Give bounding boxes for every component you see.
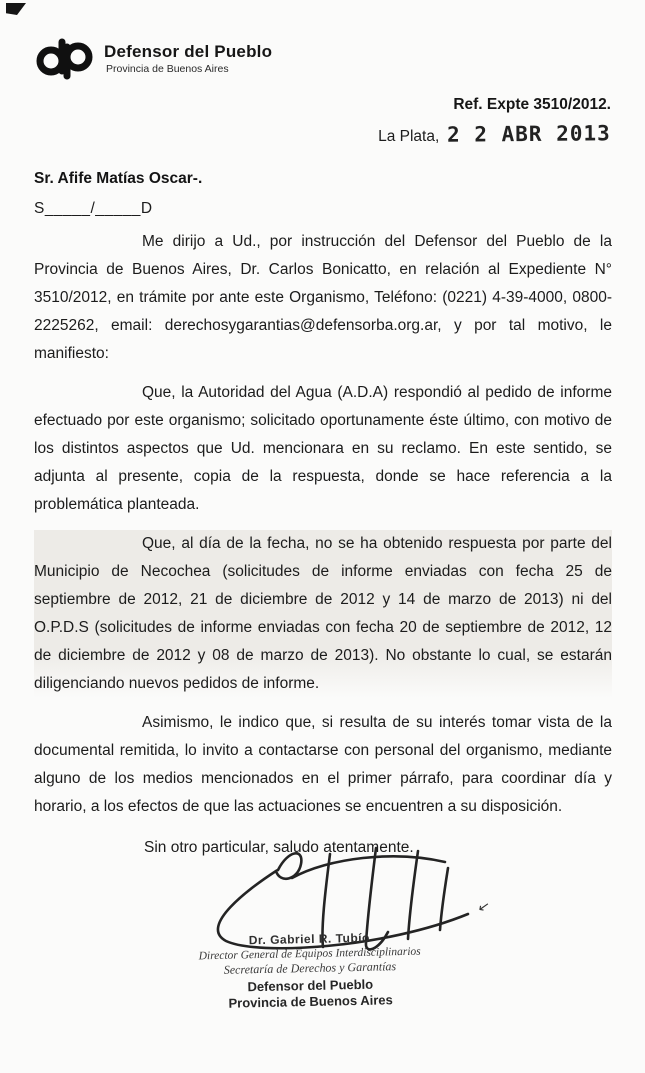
signer-title: Director General de Equipos Interdisciplinarios — [198, 945, 421, 963]
body-paragraph: Me dirijo a Ud., por instrucción del Defensor del Pueblo de la Provincia de Buenos Aires, Dr. Carlos Bonicatto, en relación al Expediente N° 3510/2012, en trámite por ante este Organismo, Teléfono: (0221) 4-39-4000, 0800-2225262, email: derechosygarantias@defensorba.org.ar, y por tal motivo, le manifiesto: — [34, 233, 612, 362]
letterhead — [34, 38, 272, 80]
reference-block — [378, 96, 611, 146]
signature-stamp — [154, 929, 466, 1012]
recipient-salutation: S_____/_____D — [34, 200, 153, 217]
scan-corner-artifact — [6, 3, 26, 15]
expediente-reference: Ref. Expte 3510/2012. — [453, 96, 611, 113]
recipient-block — [34, 170, 202, 218]
org-name: Defensor del Pueblo — [104, 42, 273, 61]
org-subtitle: Provincia de Buenos Aires — [106, 63, 229, 75]
signer-name: Dr. Gabriel R. Tubío — [248, 930, 371, 948]
date-line — [378, 122, 611, 146]
org-identity — [104, 38, 272, 75]
place-label: La Plata, — [378, 128, 440, 145]
body-paragraph: Que, al día de la fecha, no se ha obtenido respuesta por parte del Municipio de Necochea (solicitudes de informe enviadas con fecha 25 de septiembre de 2012, 21 de diciembre de 2012 y 14 de marzo de 2013) ni del O.P.D.S (solicitudes de informe enviadas con fecha 20 de septiembre de 2012, 12 de diciembre de 2012 y 08 de marzo de 2013). No obstante lo cual, se estarán diligenciando nuevos pedidos de informe. — [34, 530, 612, 698]
signer-org: Defensor del Pueblo — [247, 976, 374, 995]
body-paragraph: Asimismo, le indico que, si resulta de su interés tomar vista de la documental remitida, lo invito a contactarse con personal del organismo, mediante alguno de los medios mencionados en el primer párrafo, para coordinar día y horario, a los efectos de que las actuaciones se encuentren a su disposición. — [34, 714, 612, 815]
body-paragraph: Que, la Autoridad del Agua (A.D.A) respondió al pedido de informe efectuado por este organismo; solicitado oportunamente éste último, con motivo de los distintos aspectos que Ud. mencionara en su reclamo. En este sentido, se adjunta al presente, copia de la respuesta, donde se hace referencia a la problemática planteada. — [34, 384, 612, 513]
signer-department: Secretaría de Derechos y Garantías — [223, 959, 397, 977]
recipient-name: Sr. Afife Matías Oscar-. — [34, 170, 203, 187]
dp-logo-icon — [34, 38, 96, 80]
pen-tick-mark: ↙ — [476, 897, 492, 915]
signer-province: Provincia de Buenos Aires — [228, 992, 393, 1011]
letter-body — [34, 228, 612, 857]
date-stamp: 2 2 ABR 2013 — [447, 121, 612, 147]
closing-line: Sin otro particular, saludo atentamente. — [144, 839, 414, 856]
